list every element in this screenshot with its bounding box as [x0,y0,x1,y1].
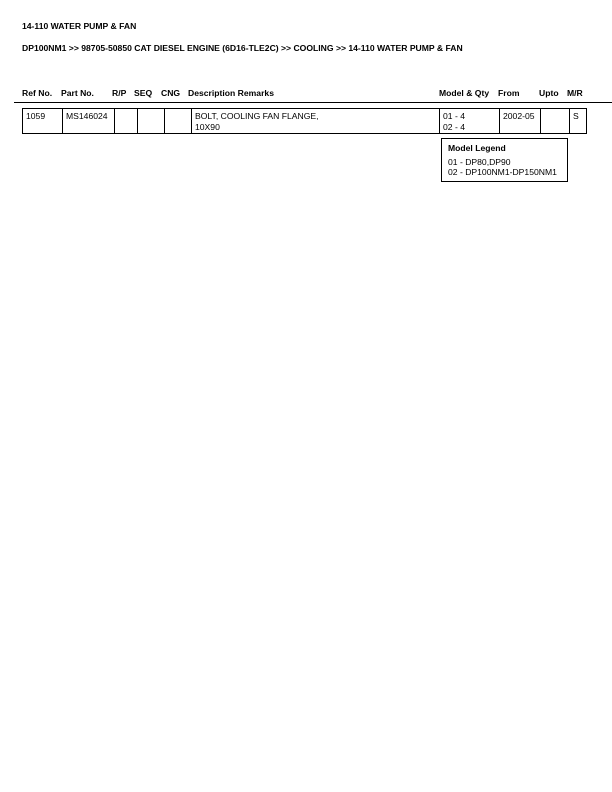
header-mr: M/R [567,88,583,98]
table-header [0,88,612,100]
cell-rp [115,109,138,134]
cell-from: 2002-05 [500,109,541,134]
legend-title: Model Legend [448,143,506,153]
header-upto: Upto [539,88,559,98]
header-ref-no: Ref No. [22,88,53,98]
cell-description [192,109,440,134]
table-row [23,109,587,134]
cell-ref-no: 1059 [23,109,63,134]
legend-item: 02 - DP100NM1-DP150NM1 [448,167,557,177]
header-divider [14,102,612,103]
model-legend [441,138,568,182]
header-model-qty: Model & Qty [439,88,490,98]
cell-mr: S [570,109,587,134]
header-description: Description Remarks [188,88,274,98]
header-from: From [498,88,520,98]
header-rp: R/P [112,88,127,98]
cell-model-qty [440,109,500,134]
description-line: 10X90 [195,121,220,132]
breadcrumb: DP100NM1 >> 98705-50850 CAT DIESEL ENGINE (6D16-TLE2C) >> COOLING >> 14-110 WATER PUMP & FAN [22,43,463,53]
cell-part-no: MS146024 [63,109,115,134]
parts-table [22,108,587,134]
cell-cng [165,109,192,134]
model-qty-line: 01 - 4 [443,111,465,121]
header-part-no: Part No. [61,88,94,98]
cell-seq [138,109,165,134]
legend-item: 01 - DP80,DP90 [448,156,511,167]
header-seq: SEQ [134,88,153,98]
cell-upto [541,109,570,134]
model-qty-line: 02 - 4 [443,121,465,132]
description-line: BOLT, COOLING FAN FLANGE, [195,111,319,121]
page-title: 14-110 WATER PUMP & FAN [22,21,137,31]
header-cng: CNG [161,88,181,98]
